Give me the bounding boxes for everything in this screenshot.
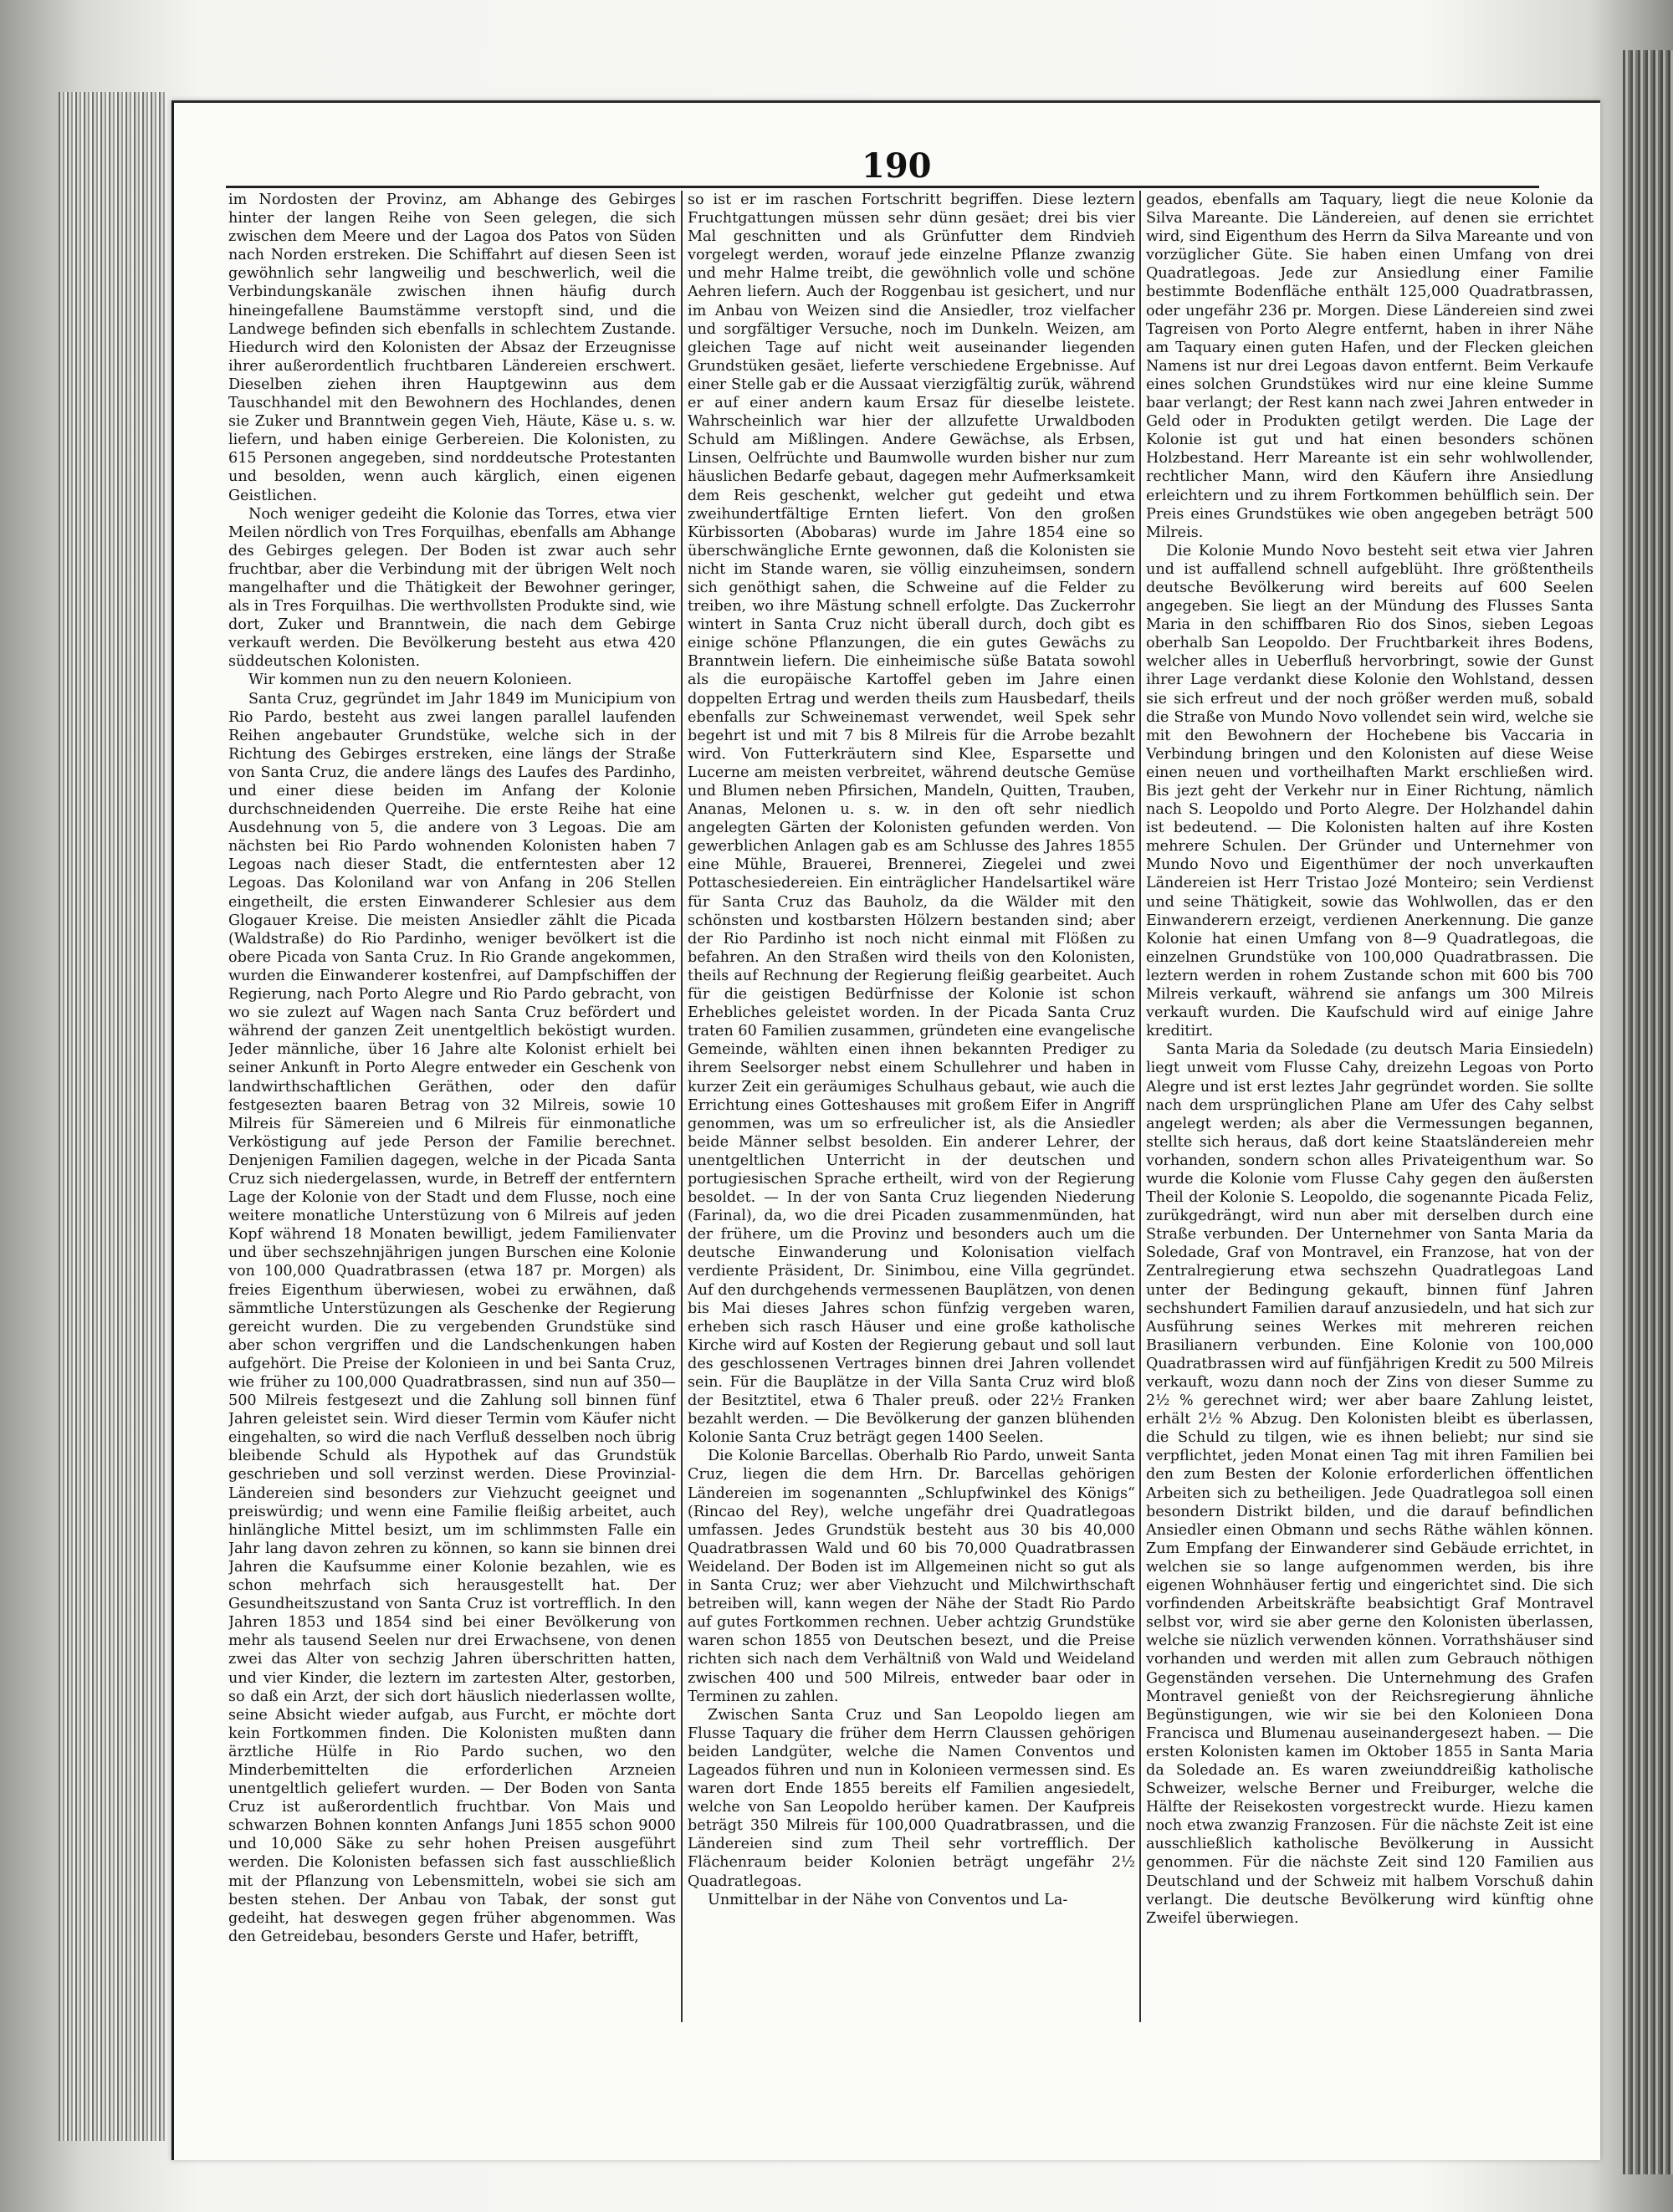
header-rule xyxy=(226,186,1539,188)
paragraph: Die Kolonie Mundo Novo besteht seit etwa vier Jahren und ist auffallend schnell aufgeblüht. Ihre größtentheils deutsche Bevölkerung wird bereits auf 600 Seelen angegeben. Sie liegt an der Mündung des Flusses Santa Maria in den schiffbaren Rio dos Sinos, sieben Legoas oberhalb San Leopoldo. Der Fruchtbarkeit ihres Bodens, welcher alles in Ueberfluß hervorbringt, sowie der Gunst ihrer Lage verdankt diese Kolonie den Wohlstand, dessen sie sich erfreut und der noch größer werden muß, sobald die Straße von Mundo Novo vollendet sein wird, welche sie mit den Bewohnern der Hochebene bis Vaccaria in Verbindung bringen und den Kolonisten auf diese Weise einen neuen und vortheilhaften Markt erschließen wird. Bis jezt geht der Verkehr nur in Einer Richtung, nämlich nach S. Leopoldo und Porto Alegre. Der Holzhandel dahin ist bedeutend. — Die Kolonisten halten auf ihre Kosten mehrere Schulen. Der Gründer und Unternehmer von Mundo Novo und Eigenthümer der noch unverkauften Ländereien ist Herr Tristao Jozé Monteiro; sein Verdienst und seine Thätigkeit, sowie das Wohlwollen, das er den Einwanderern erzeigt, verdienen Anerkennung. Die ganze Kolonie hat einen Umfang von 8—9 Quadratlegoas, die einzelnen Grundstüke von 100,000 Quadratbrassen. Die leztern werden in rohem Zustande schon mit 600 bis 700 Milreis verkauft, während sie anfangs um 300 Milreis verkauft wurden. Die Kaufschuld wird auf einige Jahre kreditirt. xyxy=(1146,542,1594,1040)
book-binding-edge xyxy=(59,92,167,2141)
paragraph: Zwischen Santa Cruz und San Leopoldo liegen am Flusse Taquary die früher dem Herrn Claussen gehörigen beiden Landgüter, welche die Namen Conventos und Lageados führen und nun in Kolonieen vermessen sind. Es waren dort Ende 1855 bereits elf Familien angesiedelt, welche von San Leopoldo herüber kamen. Der Kaufpreis beträgt 350 Milreis für 100,000 Quadratbrassen, und die Ländereien sind zum Theil sehr vortrefflich. Der Flächenraum beider Kolonien beträgt ungefähr 2½ Quadratlegoas. xyxy=(688,1706,1135,1890)
paragraph: Die Kolonie Barcellas. Oberhalb Rio Pardo, unweit Santa Cruz, liegen die dem Hrn. Dr. Barcellas gehörigen Ländereien im sogenannten „Schlupfwinkel des Königs“ (Rincao del Rey), welche ungefähr drei Quadratlegoas umfassen. Jedes Grundstük besteht aus 30 bis 40,000 Quadratbrassen Wald und 60 bis 70,000 Quadratbrassen Weideland. Der Boden ist im Allgemeinen nicht so gut als in Santa Cruz; wer aber Viehzucht und Milchwirthschaft betreiben will, kann wegen der Nähe der Stadt Rio Pardo auf gutes Fortkommen rechnen. Ueber achtzig Grundstüke waren schon 1855 von Deutschen besezt, und die Preise richten sich nach dem Verhältniß von Wald und Weideland zwischen 400 und 500 Milreis, entweder baar oder in Terminen zu zahlen. xyxy=(688,1448,1135,1705)
column-divider xyxy=(1139,191,1141,2022)
page-stack-edge xyxy=(1623,50,1673,2174)
text-column-2 xyxy=(688,191,1135,2131)
paragraph: Santa Maria da Soledade (zu deutsch Maria Einsiedeln) liegt unweit vom Flusse Cahy, dreizehn Legoas von Porto Alegre und ist erst leztes Jahr gegründet worden. Sie sollte nach dem ursprünglichen Plane am Ufer des Cahy selbst angelegt werden; als aber die Vermessungen begannen, stellte sich heraus, daß dort keine Staatsländereien mehr vorhanden, sondern schon alles Privateigenthum war. So wurde die Kolonie vom Flusse Cahy gegen den äußersten Theil der Kolonie S. Leopoldo, die sogenannte Picada Feliz, zurükgedrängt, wird nun aber mit derselben durch eine Straße verbunden. Der Unternehmer von Santa Maria da Soledade, Graf von Montravel, ein Franzose, hat von der Zentralregierung etwa sechszehn Quadratlegoas Land unter der Bedingung gekauft, binnen fünf Jahren sechshundert Familien darauf anzusiedeln, und hat sich zur Ausführung seines Werkes mit mehreren reichen Brasilianern verbunden. Eine Kolonie von 100,000 Quadratbrassen wird auf fünfjährigen Kredit zu 500 Milreis verkauft, wozu dann noch der Zins von dieser Summe zu 2½ % gerechnet wird; wer aber baare Zahlung leistet, erhält 2½ % Abzug. Den Kolonisten bleibt es überlassen, die Schuld zu tilgen, wie es ihnen beliebt; nur sind sie verpflichtet, jeden Monat einen Tag mit ihren Familien bei den zum Besten der Kolonie erforderlichen öffentlichen Arbeiten sich zu betheiligen. Jede Quadratlegoa soll einen besondern Distrikt bilden, und die darauf befindlichen Ansiedler einen Obmann und sechs Räthe wählen können. Zum Empfang der Einwanderer sind Gebäude errichtet, in welchen sie so lange aufgenommen werden, bis ihre eigenen Wohnhäuser fertig und eingerichtet sind. Die sich vorfindenden Arbeitskräfte beabsichtigt Graf Montravel selbst vor, wird sie aber gerne den Kolonisten überlassen, welche sie nüzlich verwenden können. Vorrathshäuser sind vorhanden und werden mit allen zum Gebrauch nöthigen Gegenständen versehen. Die Unternehmung des Grafen Montravel genießt von der Reichsregierung ähnliche Begünstigungen, wie wir sie bei den Kolonieen Dona Francisca und Blumenau auseinandergesezt haben. — Die ersten Kolonisten kamen im Oktober 1855 in Santa Maria da Soledade an. Es waren zweiunddreißig katholische Schweizer, welsche Berner und Freiburger, welche die Hälfte der Reisekosten vorgestreckt wurde. Hiezu kamen noch etwa zwanzig Franzosen. Für die nächste Zeit ist eine ausschließlich katholische Bevölkerung in Aussicht genommen. Für die nächste Zeit sind 120 Familien aus Deutschland und der Schweiz mit halbem Vorschuß dahin verlangt. Die deutsche Bevölkerung wird künftig ohne Zweifel überwiegen. xyxy=(1146,1041,1594,1927)
text-column-3 xyxy=(1146,191,1594,2131)
text-column-1 xyxy=(228,191,676,2131)
paragraph: geados, ebenfalls am Taquary, liegt die neue Kolonie da Silva Mareante. Die Ländereien, auf denen sie errichtet wird, sind Eigenthum des Herrn da Silva Mareante und von vorzüglicher Güte. Sie haben einen Umfang von drei Quadratlegoas. Jede zur Ansiedlung einer Familie bestimmte Bodenfläche enthält 125,000 Quadratbrassen, oder ungefähr 236 pr. Morgen. Diese Ländereien sind zwei Tagreisen von Porto Alegre entfernt, haben in ihrer Nähe am Taquary einen guten Hafen, und der Flecken gleichen Namens ist nur drei Legoas davon entfernt. Beim Verkaufe eines solchen Grundstükes wird nur eine kleine Summe baar verlangt; der Rest kann nach zwei Jahren entweder in Geld oder in Produkten getilgt werden. Die Lage der Kolonie ist gut und hat einen besonders schönen Holzbestand. Herr Mareante ist ein sehr wohlwollender, rechtlicher Mann, wird den Käufern ihre Ansiedlung erleichtern und zu ihrem Fortkommen behülflich sein. Der Preis eines Grundstükes wie oben angegeben beträgt 500 Milreis. xyxy=(1146,192,1594,541)
paragraph: Santa Cruz, gegründet im Jahr 1849 im Municipium von Rio Pardo, besteht aus zwei langen parallel laufenden Reihen angebauter Grundstüke, welche sich in der Richtung des Gebirges erstreken, eine längs der Straße von Santa Cruz, die andere längs des Laufes des Pardinho, und einer diese beiden im Anfang der Kolonie durchschneidenden Querreihe. Die erste Reihe hat eine Ausdehnung von 5, die andere von 3 Legoas. Die am nächsten bei Rio Pardo wohnenden Kolonisten haben 7 Legoas nach dieser Stadt, die entferntesten aber 12 Legoas. Das Koloniland war von Anfang in 206 Stellen eingetheilt, die ersten Einwanderer Schlesier aus dem Glogauer Kreise. Die meisten Ansiedler zählt die Picada (Waldstraße) do Rio Pardinho, weniger bevölkert ist die obere Picada von Santa Cruz. In Rio Grande angekommen, wurden die Einwanderer kostenfrei, auf Dampfschiffen der Regierung, nach Porto Alegre und Rio Pardo gebracht, von wo sie zulezt auf Wagen nach Santa Cruz befördert und während der ganzen Zeit unentgeltlich beköstigt wurden. Jeder männliche, über 16 Jahre alte Kolonist erhielt bei seiner Ankunft in Porto Alegre entweder ein Geschenk von landwirthschaftlichen Geräthen, oder den dafür festgesezten baaren Betrag von 32 Milreis, sowie 10 Milreis für Sämereien und 6 Milreis für einmonatliche Verköstigung auf jede Person der Familie berechnet. Denjenigen Familien dagegen, welche in der Picada Santa Cruz sich niedergelassen, wurde, in Betreff der entferntern Lage der Kolonie von der Stadt und dem Flusse, noch eine weitere monatliche Unterstüzung von 6 Milreis auf jeden Kopf während 18 Monaten bewilligt, jedem Familienvater und über sechszehnjährigen jungen Burschen eine Kolonie von 100,000 Quadratbrassen (etwa 187 pr. Morgen) als freies Eigenthum überwiesen, wobei zu erwähnen, daß sämmtliche Unterstüzungen als Geschenke der Regierung gereicht wurden. Die zu vergebenden Grundstüke sind aber schon vergriffen und die Landschenkungen haben aufgehört. Die Preise der Kolonieen in und bei Santa Cruz, wie früher zu 100,000 Quadratbrassen, sind nun auf 350—500 Milreis festgesezt und die Zahlung soll binnen fünf Jahren geleistet sein. Wird dieser Termin vom Käufer nicht eingehalten, so wird die nach Verfluß desselben noch übrig bleibende Schuld als Hypothek auf das Grundstük geschrieben und soll verzinst werden. Diese Provinzial-Ländereien sind besonders zur Viehzucht geeignet und preiswürdig; und wenn eine Familie fleißig arbeitet, auch hinlängliche Mittel besizt, um im schlimmsten Falle ein Jahr lang davon zehren zu können, so kann sie binnen drei Jahren die Kaufsumme einer Kolonie bezahlen, wie es schon mehrfach sich herausgestellt hat. Der Gesundheitszustand von Santa Cruz ist vortrefflich. In den Jahren 1853 und 1854 sind bei einer Bevölkerung von mehr als tausend Seelen nur drei Erwachsene, von denen zwei das Alter von sechzig Jahren überschritten hatten, und vier Kinder, die leztern im zartesten Alter, gestorben, so daß ein Arzt, der sich dort häuslich niederlassen wollte, seine Absicht wieder aufgab, aus Furcht, er möchte dort kein Fortkommen finden. Die Kolonisten mußten dann ärztliche Hülfe in Rio Pardo suchen, wo den Minderbemittelten die erforderlichen Arzneien unentgeltlich geliefert wurden. — Der Boden von Santa Cruz ist außerordentlich fruchtbar. Von Mais und schwarzen Bohnen konnten Anfangs Juni 1855 schon 9000 und 10,000 Säke zu sehr hohen Preisen ausgeführt werden. Die Kolonisten befassen sich fast ausschließlich mit der Pflanzung von Lebensmitteln, wobei sie sich am besten stehen. Der Anbau von Tabak, der sonst gut gedeiht, hat deswegen gegen früher abgenommen. Was den Getreidebau, besonders Gerste und Hafer, betrifft, xyxy=(228,690,676,1945)
page-number: 190 xyxy=(862,146,932,186)
paragraph: Noch weniger gedeiht die Kolonie das Torres, etwa vier Meilen nördlich von Tres Forquilhas, ebenfalls am Abhange des Gebirges gelegen. Der Boden ist zwar auch sehr fruchtbar, aber die Verbindung mit der übrigen Welt noch mangelhafter und die Thätigkeit der Bewohner geringer, als in Tres Forquilhas. Die werthvollsten Produkte sind, wie dort, Zuker und Branntwein, die nach dem Gebirge verkauft werden. Die Bevölkerung besteht aus etwa 420 süddeutschen Kolonisten. xyxy=(228,505,676,671)
column-divider xyxy=(681,191,683,2022)
paragraph: Unmittelbar in der Nähe von Conventos und La- xyxy=(708,1891,1068,1908)
paragraph: im Nordosten der Provinz, am Abhange des Gebirges hinter der langen Reihe von Seen gelegen, die sich zwischen dem Meere und der Lagoa dos Patos von Süden nach Norden erstreken. Die Schiffahrt auf diesen Seen ist gewöhnlich sehr langweilig und beschwerlich, weil die Verbindungskanäle zwischen ihnen häufig durch hineingefallene Baumstämme verstopft sind, und die Landwege befinden sich ebenfalls in schlechtem Zustande. Hiedurch wird den Kolonisten der Absaz der Erzeugnisse ihrer außerordentlich fruchtbaren Ländereien erschwert. Dieselben ziehen ihren Hauptgewinn aus dem Tauschhandel mit den Bewohnern des Hochlandes, denen sie Zuker und Branntwein gegen Vieh, Häute, Käse u. s. w. liefern, und haben einige Gerbereien. Die Kolonisten, zu 615 Personen angegeben, sind norddeutsche Protestanten und besolden, wenn auch kärglich, einen eigenen Geistlichen. xyxy=(228,192,676,504)
paragraph: so ist er im raschen Fortschritt begriffen. Diese leztern Fruchtgattungen müssen sehr dünn gesäet; drei bis vier Mal geschnitten und als Grünfutter dem Rindvieh vorgelegt werden, worauf jede einzelne Pflanze zwanzig und mehr Halme treibt, die gewöhnlich volle und schöne Aehren liefern. Auch der Roggenbau ist gesichert, und nur im Anbau von Weizen sind die Ansiedler, troz vielfacher und sorgfältiger Versuche, noch im Dunkeln. Weizen, am gleichen Tage auf nicht weit auseinander liegenden Grundstüken gesäet, lieferte verschiedene Ergebnisse. Auf einer Stelle gab er die Aussaat vierzigfältig zurük, während er auf einer andern kaum Ersaz für dieselbe leistete. Wahrscheinlich war hier der allzufette Urwaldboden Schuld am Mißlingen. Andere Gewächse, als Erbsen, Linsen, Oelfrüchte und Baumwolle wurden bisher nur zum häuslichen Bedarfe gebaut, dagegen mehr Aufmerksamkeit dem Reis geschenkt, welcher gut gedeiht und etwa zweihundertfältige Ernten liefert. Von den großen Kürbissorten (Abobaras) wurde im Jahre 1854 eine so überschwängliche Ernte gewonnen, daß die Kolonisten sie nicht im Stande waren, sie völlig einzuheimsen, sondern sich genöthigt sahen, die Schweine auf die Felder zu treiben, wo ihre Mästung schnell erfolgte. Das Zuckerrohr wintert in Santa Cruz nicht überall durch, doch gibt es einige schöne Pflanzungen, die ein gutes Gewächs zu Branntwein liefern. Die einheimische süße Batata sowohl als die europäische Kartoffel geben im Jahre einen doppelten Ertrag und werden theils zum Hausbedarf, theils ebenfalls zur Schweinemast verwendet, weil Spek sehr begehrt ist und mit 7 bis 8 Milreis für die Arrobe bezahlt wird. Von Futterkräutern sind Klee, Esparsette und Lucerne am meisten verbreitet, während deutsche Gemüse und Blumen neben Pfirsichen, Mandeln, Quitten, Trauben, Ananas, Melonen u. s. w. in den oft sehr niedlich angelegten Gärten der Kolonisten gefunden werden. Von gewerblichen Anlagen gab es am Schlusse des Jahres 1855 eine Mühle, Brauerei, Brennerei, Ziegelei und zwei Pottaschesiedereien. Ein einträglicher Handelsartikel wäre für Santa Cruz das Bauholz, da die Wälder mit den schönsten und kostbarsten Hölzern bestanden sind; aber der Rio Pardinho ist noch nicht einmal mit Flößen zu befahren. An den Straßen wird theils von den Kolonisten, theils auf Rechnung der Regierung fleißig gearbeitet. Auch für die geistigen Bedürfnisse der Kolonie ist schon Erhebliches geleistet worden. In der Picada Santa Cruz traten 60 Familien zusammen, gründeten eine evangelische Gemeinde, wählten einen ihnen bekannten Prediger zu ihrem Seelsorger nebst einem Schullehrer und haben in kurzer Zeit ein geräumiges Schulhaus gebaut, wie auch die Errichtung eines Gotteshauses mit großem Eifer in Angriff genommen, was um so erfreulicher ist, als die Ansiedler beide Männer selbst besolden. Ein anderer Lehrer, der unentgeltlichen Unterricht in der deutschen und portugiesischen Sprache ertheilt, wird von der Regierung besoldet. — In der von Santa Cruz liegenden Niederung (Farinal), da, wo die drei Picaden zusammenmünden, hat der frühere, um die Provinz und besonders auch um die deutsche Einwanderung und Kolonisation vielfach verdiente Präsident, Dr. Sinimbou, eine Villa gegründet. Auf den durchgehends vermessenen Bauplätzen, von denen bis Mai dieses Jahres schon fünfzig vergeben waren, erheben sich rasch Häuser und eine große katholische Kirche wird auf Kosten der Regierung gebaut und soll laut des geschlossenen Vertrages binnen drei Jahren vollendet sein. Für die Bauplätze in der Villa Santa Cruz wird bloß der Besitztitel, etwa 6 Thaler preuß. oder 22½ Franken bezahlt werden. — Die Bevölkerung der ganzen blühenden Kolonie Santa Cruz beträgt gegen 1400 Seelen. xyxy=(688,192,1135,1447)
paragraph: Wir kommen nun zu den neuern Kolonieen. xyxy=(248,672,572,689)
